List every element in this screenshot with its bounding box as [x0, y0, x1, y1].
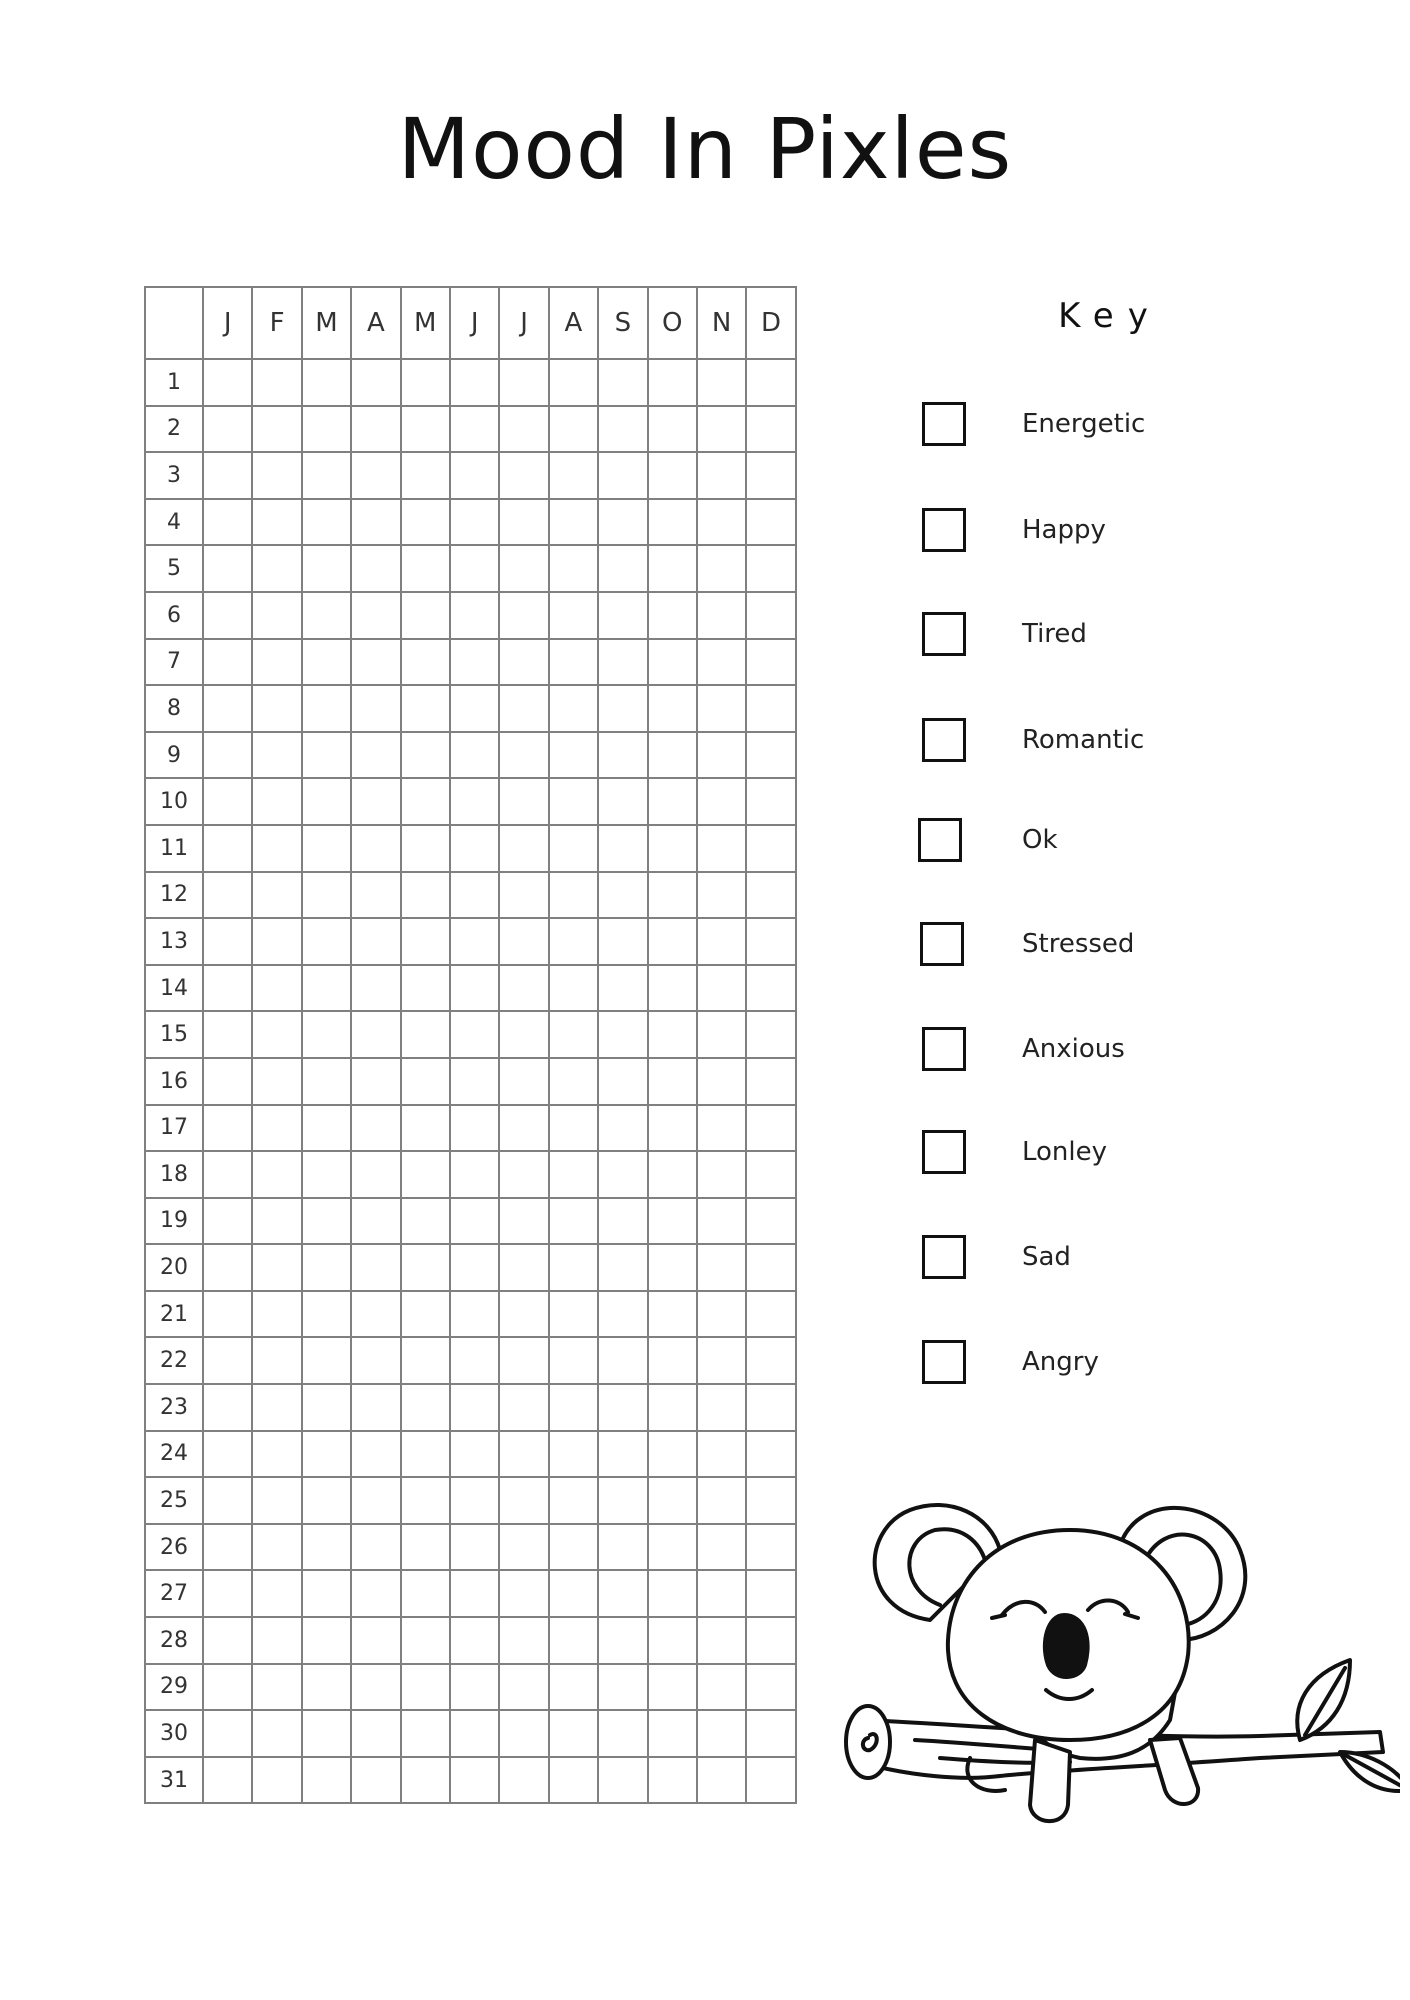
day-row: [145, 872, 796, 919]
mood-cell[interactable]: [499, 1384, 548, 1431]
day-number: 9: [145, 732, 203, 779]
mood-cell[interactable]: [549, 1570, 598, 1617]
day-number: 8: [145, 685, 203, 732]
mood-cell[interactable]: [203, 1757, 252, 1804]
mood-cell[interactable]: [549, 1617, 598, 1664]
mood-cell[interactable]: [697, 1570, 746, 1617]
mood-cell[interactable]: [401, 1570, 450, 1617]
mood-cell[interactable]: [648, 359, 697, 406]
mood-cell[interactable]: [697, 1757, 746, 1804]
key-item: [0, 922, 1410, 972]
mood-cell[interactable]: [351, 1291, 400, 1338]
mood-cell[interactable]: [648, 1664, 697, 1711]
mood-cell[interactable]: [450, 1757, 499, 1804]
month-header: D: [746, 287, 795, 359]
key-color-box[interactable]: [922, 1340, 966, 1384]
mood-cell[interactable]: [450, 1570, 499, 1617]
mood-cell[interactable]: [302, 1570, 351, 1617]
key-color-box[interactable]: [922, 1130, 966, 1174]
mood-cell[interactable]: [598, 1524, 647, 1571]
day-number: 11: [145, 825, 203, 872]
mood-cell[interactable]: [746, 1757, 795, 1804]
key-item: [0, 612, 1410, 662]
mood-cell[interactable]: [697, 1617, 746, 1664]
mood-cell[interactable]: [499, 1570, 548, 1617]
month-header: N: [697, 287, 746, 359]
mood-cell[interactable]: [499, 1477, 548, 1524]
mood-cell[interactable]: [203, 1664, 252, 1711]
mood-cell[interactable]: [351, 1664, 400, 1711]
key-item: [0, 718, 1410, 768]
day-row: [145, 452, 796, 499]
key-item: [0, 402, 1410, 452]
mood-cell[interactable]: [499, 1617, 548, 1664]
mood-cell[interactable]: [302, 1664, 351, 1711]
log-end: [846, 1706, 890, 1778]
mood-cell[interactable]: [302, 1710, 351, 1757]
day-number: 1: [145, 359, 203, 406]
mood-cell[interactable]: [697, 452, 746, 499]
month-header: M: [302, 287, 351, 359]
key-color-box[interactable]: [922, 508, 966, 552]
day-row: [145, 1710, 796, 1757]
mood-cell[interactable]: [499, 1524, 548, 1571]
mood-cell[interactable]: [499, 1291, 548, 1338]
mood-cell[interactable]: [648, 1617, 697, 1664]
mood-cell[interactable]: [648, 1757, 697, 1804]
key-label: Ok: [1022, 825, 1058, 855]
mood-cell[interactable]: [252, 1431, 301, 1478]
mood-cell[interactable]: [648, 872, 697, 919]
koala-left-paw: [1030, 1740, 1070, 1821]
day-row: [145, 1524, 796, 1571]
mood-cell[interactable]: [401, 452, 450, 499]
month-header: A: [549, 287, 598, 359]
mood-cell[interactable]: [450, 1710, 499, 1757]
key-color-box[interactable]: [922, 1235, 966, 1279]
mood-cell[interactable]: [549, 1757, 598, 1804]
mood-cell[interactable]: [746, 1477, 795, 1524]
day-number: 25: [145, 1477, 203, 1524]
day-number: 5: [145, 545, 203, 592]
day-number: 13: [145, 918, 203, 965]
mood-cell[interactable]: [252, 1524, 301, 1571]
mood-cell[interactable]: [252, 1291, 301, 1338]
mood-cell[interactable]: [746, 1570, 795, 1617]
month-header: S: [598, 287, 647, 359]
mood-cell[interactable]: [499, 1757, 548, 1804]
mood-cell[interactable]: [401, 359, 450, 406]
mood-cell[interactable]: [648, 1710, 697, 1757]
mood-cell[interactable]: [203, 1617, 252, 1664]
mood-cell[interactable]: [252, 872, 301, 919]
month-header: F: [252, 287, 301, 359]
mood-cell[interactable]: [450, 1664, 499, 1711]
mood-cell[interactable]: [203, 452, 252, 499]
mood-cell[interactable]: [351, 1477, 400, 1524]
mood-cell[interactable]: [697, 872, 746, 919]
mood-cell[interactable]: [598, 1431, 647, 1478]
mood-cell[interactable]: [697, 1477, 746, 1524]
mood-cell[interactable]: [499, 872, 548, 919]
day-number: 2: [145, 406, 203, 453]
mood-cell[interactable]: [252, 1710, 301, 1757]
mood-cell[interactable]: [746, 452, 795, 499]
mood-cell[interactable]: [648, 1570, 697, 1617]
mood-cell[interactable]: [302, 452, 351, 499]
mood-cell[interactable]: [499, 359, 548, 406]
mood-cell[interactable]: [252, 359, 301, 406]
day-number: 23: [145, 1384, 203, 1431]
day-number: 26: [145, 1524, 203, 1571]
mood-cell[interactable]: [549, 1291, 598, 1338]
mood-cell[interactable]: [499, 1431, 548, 1478]
mood-cell[interactable]: [302, 1384, 351, 1431]
mood-cell[interactable]: [450, 1524, 499, 1571]
mood-cell[interactable]: [401, 1710, 450, 1757]
key-color-box[interactable]: [918, 818, 962, 862]
mood-cell[interactable]: [746, 1617, 795, 1664]
month-header: A: [351, 287, 400, 359]
mood-cell[interactable]: [648, 1524, 697, 1571]
mood-cell[interactable]: [203, 359, 252, 406]
mood-cell[interactable]: [598, 1570, 647, 1617]
key-item: [0, 508, 1410, 558]
mood-cell[interactable]: [401, 1291, 450, 1338]
mood-cell[interactable]: [252, 452, 301, 499]
mood-cell[interactable]: [351, 452, 400, 499]
mood-cell[interactable]: [648, 1431, 697, 1478]
mood-cell[interactable]: [549, 1664, 598, 1711]
koala-illustration: [820, 1490, 1400, 1870]
day-number: 29: [145, 1664, 203, 1711]
mood-cell[interactable]: [598, 1757, 647, 1804]
mood-cell[interactable]: [549, 872, 598, 919]
mood-cell[interactable]: [351, 1757, 400, 1804]
mood-cell[interactable]: [351, 1431, 400, 1478]
mood-cell[interactable]: [302, 1477, 351, 1524]
mood-cell[interactable]: [401, 1477, 450, 1524]
mood-cell[interactable]: [549, 1710, 598, 1757]
month-header: M: [401, 287, 450, 359]
key-label: Lonley: [1022, 1137, 1108, 1167]
day-row: [145, 359, 796, 406]
mood-cell[interactable]: [648, 452, 697, 499]
month-header-row: [145, 287, 796, 359]
day-row: [145, 1757, 796, 1804]
mood-cell[interactable]: [746, 359, 795, 406]
day-number: 21: [145, 1291, 203, 1338]
mood-cell[interactable]: [302, 872, 351, 919]
day-number: 12: [145, 872, 203, 919]
mood-cell[interactable]: [203, 1291, 252, 1338]
key-label: Tired: [1022, 619, 1087, 649]
mood-cell[interactable]: [746, 1291, 795, 1338]
mood-cell[interactable]: [746, 1431, 795, 1478]
mood-cell[interactable]: [450, 1617, 499, 1664]
mood-cell[interactable]: [697, 1291, 746, 1338]
mood-cell[interactable]: [351, 1384, 400, 1431]
key-label: Stressed: [1022, 929, 1135, 959]
key-color-box[interactable]: [922, 612, 966, 656]
key-label: Energetic: [1022, 409, 1146, 439]
mood-cell[interactable]: [648, 1477, 697, 1524]
mood-cell[interactable]: [252, 1664, 301, 1711]
mood-cell[interactable]: [549, 1384, 598, 1431]
mood-cell[interactable]: [203, 1570, 252, 1617]
mood-cell[interactable]: [203, 1384, 252, 1431]
month-header: J: [450, 287, 499, 359]
mood-cell[interactable]: [450, 1384, 499, 1431]
day-row: [145, 1477, 796, 1524]
day-row: [145, 1291, 796, 1338]
day-row: [145, 1570, 796, 1617]
mood-cell[interactable]: [203, 1477, 252, 1524]
day-number: 22: [145, 1337, 203, 1384]
day-number: 19: [145, 1198, 203, 1245]
mood-cell[interactable]: [746, 1664, 795, 1711]
mood-cell[interactable]: [252, 1384, 301, 1431]
mood-cell[interactable]: [401, 1664, 450, 1711]
mood-cell[interactable]: [401, 1524, 450, 1571]
mood-cell[interactable]: [549, 452, 598, 499]
day-number: 20: [145, 1244, 203, 1291]
day-number: 16: [145, 1058, 203, 1105]
mood-cell[interactable]: [598, 1384, 647, 1431]
key-label: Romantic: [1022, 725, 1145, 755]
day-number: 17: [145, 1105, 203, 1152]
mood-cell[interactable]: [499, 1664, 548, 1711]
mood-cell[interactable]: [499, 452, 548, 499]
key-item: [0, 818, 1410, 868]
day-row: [145, 1617, 796, 1664]
mood-cell[interactable]: [549, 1431, 598, 1478]
mood-cell[interactable]: [746, 1384, 795, 1431]
day-number: 7: [145, 639, 203, 686]
mood-cell[interactable]: [351, 1710, 400, 1757]
mood-cell[interactable]: [746, 1524, 795, 1571]
mood-cell[interactable]: [450, 1477, 499, 1524]
day-number: 24: [145, 1431, 203, 1478]
day-row: [145, 1664, 796, 1711]
mood-cell[interactable]: [203, 872, 252, 919]
day-number: 10: [145, 778, 203, 825]
mood-cell[interactable]: [499, 1710, 548, 1757]
mood-cell[interactable]: [302, 1431, 351, 1478]
mood-cell[interactable]: [450, 359, 499, 406]
key-item: [0, 1340, 1410, 1390]
mood-cell[interactable]: [598, 359, 647, 406]
mood-cell[interactable]: [450, 1291, 499, 1338]
mood-cell[interactable]: [598, 1291, 647, 1338]
key-color-box[interactable]: [922, 718, 966, 762]
mood-cell[interactable]: [401, 872, 450, 919]
day-number: 15: [145, 1011, 203, 1058]
mood-cell[interactable]: [549, 1524, 598, 1571]
mood-cell[interactable]: [351, 1617, 400, 1664]
mood-cell[interactable]: [549, 1477, 598, 1524]
mood-cell[interactable]: [302, 1617, 351, 1664]
key-item: [0, 1130, 1410, 1180]
mood-cell[interactable]: [697, 1431, 746, 1478]
mood-cell[interactable]: [252, 1477, 301, 1524]
key-label: Happy: [1022, 515, 1106, 545]
mood-cell[interactable]: [401, 1384, 450, 1431]
month-header: J: [499, 287, 548, 359]
mood-cell[interactable]: [401, 1757, 450, 1804]
mood-cell[interactable]: [697, 1524, 746, 1571]
day-row: [145, 1431, 796, 1478]
mood-cell[interactable]: [401, 1617, 450, 1664]
mood-cell[interactable]: [302, 1291, 351, 1338]
page-title: Mood In Pixles: [397, 100, 1013, 198]
key-title: Key: [1058, 296, 1162, 336]
mood-cell[interactable]: [401, 1431, 450, 1478]
koala-nose: [1045, 1615, 1088, 1677]
key-color-box[interactable]: [922, 1027, 966, 1071]
mood-cell[interactable]: [302, 359, 351, 406]
mood-cell[interactable]: [648, 1291, 697, 1338]
mood-cell[interactable]: [252, 1570, 301, 1617]
key-label: Sad: [1022, 1242, 1071, 1272]
mood-cell[interactable]: [598, 1617, 647, 1664]
month-header: J: [203, 287, 252, 359]
mood-cell[interactable]: [302, 1524, 351, 1571]
day-number: 18: [145, 1151, 203, 1198]
mood-cell[interactable]: [598, 1710, 647, 1757]
mood-cell[interactable]: [302, 1757, 351, 1804]
day-number: 31: [145, 1757, 203, 1804]
mood-cell[interactable]: [252, 1757, 301, 1804]
key-color-box[interactable]: [922, 402, 966, 446]
mood-cell[interactable]: [697, 1384, 746, 1431]
mood-cell[interactable]: [549, 359, 598, 406]
day-number: 4: [145, 499, 203, 546]
key-item: [0, 1235, 1410, 1285]
mood-cell[interactable]: [746, 872, 795, 919]
mood-cell[interactable]: [203, 1710, 252, 1757]
mood-cell[interactable]: [746, 1710, 795, 1757]
key-item: [0, 1027, 1410, 1077]
mood-cell[interactable]: [203, 1524, 252, 1571]
corner-cell: [145, 287, 203, 359]
mood-cell[interactable]: [450, 1431, 499, 1478]
mood-cell[interactable]: [351, 1570, 400, 1617]
mood-cell[interactable]: [252, 1617, 301, 1664]
mood-cell[interactable]: [351, 1524, 400, 1571]
key-label: Angry: [1022, 1347, 1099, 1377]
mood-cell[interactable]: [598, 1664, 647, 1711]
mood-cell[interactable]: [697, 1664, 746, 1711]
key-label: Anxious: [1022, 1034, 1125, 1064]
mood-cell[interactable]: [598, 452, 647, 499]
key-color-box[interactable]: [920, 922, 964, 966]
mood-cell[interactable]: [450, 872, 499, 919]
mood-cell[interactable]: [697, 359, 746, 406]
day-row: [145, 1384, 796, 1431]
mood-cell[interactable]: [648, 1384, 697, 1431]
day-number: 30: [145, 1710, 203, 1757]
day-number: 6: [145, 592, 203, 639]
mood-cell[interactable]: [351, 359, 400, 406]
mood-cell[interactable]: [203, 1431, 252, 1478]
mood-cell[interactable]: [598, 872, 647, 919]
day-number: 3: [145, 452, 203, 499]
day-number: 28: [145, 1617, 203, 1664]
mood-cell[interactable]: [697, 1710, 746, 1757]
day-number: 27: [145, 1570, 203, 1617]
day-number: 14: [145, 965, 203, 1012]
month-header: O: [648, 287, 697, 359]
mood-cell[interactable]: [598, 1477, 647, 1524]
mood-cell[interactable]: [351, 872, 400, 919]
mood-cell[interactable]: [450, 452, 499, 499]
